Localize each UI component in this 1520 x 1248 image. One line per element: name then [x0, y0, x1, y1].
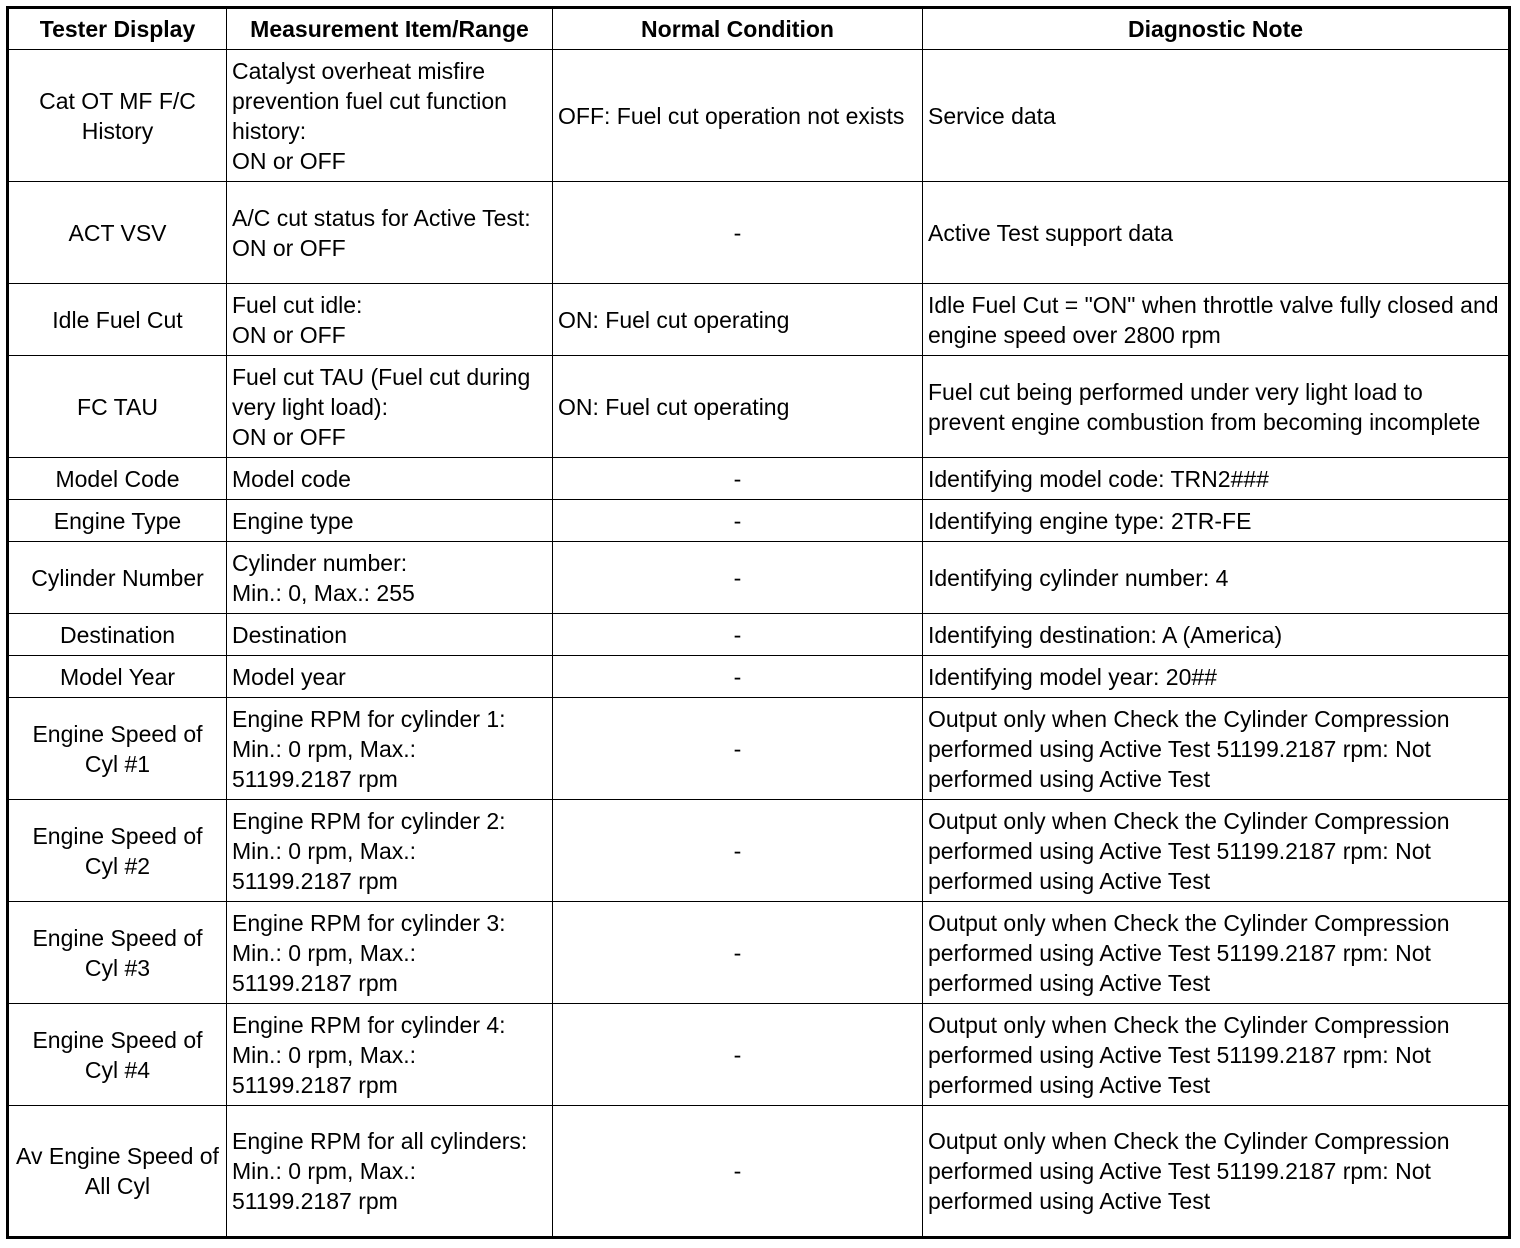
diagnostic-note-cell [923, 656, 1510, 698]
diagnostic-note-cell-text: Identifying engine type: 2TR-FE [928, 507, 1252, 534]
normal-condition-cell-text: - [733, 837, 742, 864]
normal-condition-cell [553, 500, 923, 542]
measurement-item-cell-text: Model year [232, 663, 346, 690]
tester-display-cell [8, 284, 227, 356]
measurement-item-cell-text: Catalyst overheat misfire prevention fuel cut function history: ON or OFF [232, 57, 507, 174]
diagnostic-note-cell [923, 1004, 1510, 1106]
tester-display-cell [8, 902, 227, 1004]
diagnostic-note-cell [923, 182, 1510, 284]
normal-condition-cell-text: ON: Fuel cut operating [558, 306, 790, 333]
normal-condition-cell [553, 1004, 923, 1106]
header-normal-condition: Normal Condition [553, 8, 923, 50]
header-diagnostic-note: Diagnostic Note [923, 8, 1510, 50]
diagnostic-note-cell-text: Output only when Check the Cylinder Compression performed using Active Test 51199.2187 rpm: Not performed using Active Test [928, 1128, 1450, 1214]
measurement-item-cell [227, 356, 553, 458]
normal-condition-cell [553, 698, 923, 800]
normal-condition-cell-text: - [733, 465, 742, 492]
tester-display-cell [8, 1106, 227, 1238]
diagnostic-note-cell-text: Identifying cylinder number: 4 [928, 564, 1229, 591]
normal-condition-cell [553, 542, 923, 614]
tester-display-cell-text: Cat OT MF F/C History [39, 87, 196, 144]
measurement-item-cell [227, 50, 553, 182]
table-row [8, 50, 1510, 182]
tester-display-cell [8, 698, 227, 800]
tester-display-cell-text: Engine Speed of Cyl #1 [32, 720, 203, 777]
diagnostic-note-cell-text: Service data [928, 102, 1056, 129]
diagnostic-note-cell [923, 356, 1510, 458]
measurement-item-cell [227, 458, 553, 500]
tester-display-cell-text: Engine Speed of Cyl #2 [32, 822, 203, 879]
tester-display-cell-text: Av Engine Speed of All Cyl [16, 1143, 219, 1199]
tester-display-cell [8, 542, 227, 614]
normal-condition-cell [553, 656, 923, 698]
measurement-item-cell-text: Engine RPM for cylinder 3: Min.: 0 rpm, Max.: 51199.2187 rpm [232, 909, 506, 996]
diagnostic-note-cell-text: Output only when Check the Cylinder Compression performed using Active Test 51199.2187 rpm: Not performed using Active Test [928, 705, 1450, 792]
measurement-item-cell-text: Cylinder number: Min.: 0, Max.: 255 [232, 549, 415, 606]
diagnostic-note-cell [923, 614, 1510, 656]
tester-display-cell-text: FC TAU [77, 393, 158, 420]
normal-condition-cell-text: - [733, 621, 742, 648]
diagnostic-note-cell-text: Output only when Check the Cylinder Compression performed using Active Test 51199.2187 rpm: Not performed using Active Test [928, 807, 1450, 894]
normal-condition-cell [553, 614, 923, 656]
tester-display-cell [8, 656, 227, 698]
header-measurement-item: Measurement Item/Range [227, 8, 553, 50]
tester-display-cell-text: Destination [59, 621, 176, 648]
table-row [8, 614, 1510, 656]
normal-condition-cell-text: - [733, 219, 742, 246]
tester-display-cell [8, 182, 227, 284]
normal-condition-cell-text: - [733, 939, 742, 966]
table-row [8, 500, 1510, 542]
table-row [8, 356, 1510, 458]
measurement-item-cell [227, 500, 553, 542]
measurement-item-cell [227, 614, 553, 656]
table-row [8, 1004, 1510, 1106]
measurement-item-cell-text: Engine type [232, 507, 354, 534]
diagnostic-note-cell-text: Output only when Check the Cylinder Compression performed using Active Test 51199.2187 rpm: Not performed using Active Test [928, 1011, 1450, 1098]
measurement-item-cell [227, 1004, 553, 1106]
table-row [8, 182, 1510, 284]
tester-display-cell-text: Engine Speed of Cyl #4 [32, 1026, 203, 1083]
diagnostic-note-cell [923, 542, 1510, 614]
measurement-item-cell [227, 542, 553, 614]
measurement-item-cell-text: Fuel cut TAU (Fuel cut during very light load): ON or OFF [232, 363, 531, 450]
diagnostic-note-cell [923, 458, 1510, 500]
tester-display-cell-text: Model Year [59, 663, 176, 690]
diagnostic-note-cell [923, 284, 1510, 356]
tester-display-cell-text: ACT VSV [68, 219, 167, 246]
diagnostic-note-cell [923, 50, 1510, 182]
normal-condition-cell [553, 902, 923, 1004]
normal-condition-cell-text: - [733, 1158, 742, 1184]
table-row [8, 542, 1510, 614]
tester-display-cell [8, 800, 227, 902]
diagnostic-note-cell-text: Fuel cut being performed under very light load to prevent engine combustion from becoming incomplete [928, 378, 1481, 435]
table-row [8, 656, 1510, 698]
normal-condition-cell [553, 50, 923, 182]
tester-display-cell [8, 1004, 227, 1106]
normal-condition-cell [553, 800, 923, 902]
diagnostic-note-cell-text: Identifying destination: A (America) [928, 621, 1283, 648]
diagnostic-note-cell [923, 800, 1510, 902]
measurement-item-cell-text: Model code [232, 465, 351, 492]
normal-condition-cell-text: - [733, 663, 742, 690]
diagnostic-note-cell [923, 698, 1510, 800]
tester-display-cell [8, 50, 227, 182]
diagnostic-note-cell [923, 500, 1510, 542]
diagnostic-note-cell-text: Idle Fuel Cut = "ON" when throttle valve fully closed and engine speed over 2800 rpm [928, 291, 1499, 348]
normal-condition-cell-text: - [733, 735, 742, 762]
tester-display-cell [8, 356, 227, 458]
normal-condition-cell [553, 1106, 923, 1238]
measurement-item-cell [227, 182, 553, 284]
table-row [8, 1106, 1510, 1238]
normal-condition-cell [553, 458, 923, 500]
table-row [8, 902, 1510, 1004]
tester-display-cell [8, 500, 227, 542]
measurement-item-cell-text: A/C cut status for Active Test: ON or OFF [232, 204, 531, 261]
normal-condition-cell-text: - [733, 1041, 742, 1068]
header-row [8, 8, 1510, 50]
normal-condition-cell-text: OFF: Fuel cut operation not exists [558, 102, 905, 129]
table-row [8, 698, 1510, 800]
tester-display-cell [8, 458, 227, 500]
table-row [8, 284, 1510, 356]
normal-condition-cell-text: - [733, 564, 742, 591]
normal-condition-cell [553, 182, 923, 284]
measurement-item-cell [227, 284, 553, 356]
measurement-item-cell [227, 800, 553, 902]
measurement-item-cell [227, 656, 553, 698]
measurement-item-cell-text: Engine RPM for cylinder 2: Min.: 0 rpm, Max.: 51199.2187 rpm [232, 807, 506, 894]
normal-condition-cell-text: - [733, 507, 742, 534]
measurement-item-cell [227, 902, 553, 1004]
header-tester-display: Tester Display [8, 8, 227, 50]
measurement-item-cell-text: Fuel cut idle: ON or OFF [232, 291, 363, 348]
table-row [8, 800, 1510, 902]
normal-condition-cell [553, 284, 923, 356]
tester-display-cell-text: Engine Type [53, 507, 182, 534]
tester-display-cell [8, 614, 227, 656]
diagnostic-note-cell-text: Identifying model year: 20## [928, 663, 1217, 690]
diagnostic-note-cell-text: Output only when Check the Cylinder Compression performed using Active Test 51199.2187 rpm: Not performed using Active Test [928, 909, 1450, 996]
measurement-item-cell-text: Engine RPM for cylinder 4: Min.: 0 rpm, Max.: 51199.2187 rpm [232, 1011, 506, 1098]
diagnostic-note-cell [923, 902, 1510, 1004]
diagnostic-note-cell-text: Identifying model code: TRN2### [928, 465, 1269, 492]
table-row [8, 458, 1510, 500]
measurement-item-cell-text: Engine RPM for cylinder 1: Min.: 0 rpm, Max.: 51199.2187 rpm [232, 705, 506, 792]
tester-display-cell-text: Engine Speed of Cyl #3 [32, 924, 203, 981]
normal-condition-cell-text: ON: Fuel cut operating [558, 393, 790, 420]
measurement-item-cell-text: Engine RPM for all cylinders: Min.: 0 rpm, Max.: 51199.2187 rpm [232, 1128, 528, 1214]
diagnostic-note-cell-text: Active Test support data [928, 219, 1174, 246]
normal-condition-cell [553, 356, 923, 458]
tester-display-cell-text: Cylinder Number [31, 564, 204, 591]
tester-display-cell-text: Idle Fuel Cut [52, 306, 183, 333]
measurement-item-cell [227, 698, 553, 800]
measurement-item-cell-text: Destination [232, 621, 348, 648]
data-list-table [6, 6, 1511, 1239]
diagnostic-note-cell [923, 1106, 1510, 1238]
measurement-item-cell [227, 1106, 553, 1238]
tester-display-cell-text: Model Code [55, 465, 180, 492]
